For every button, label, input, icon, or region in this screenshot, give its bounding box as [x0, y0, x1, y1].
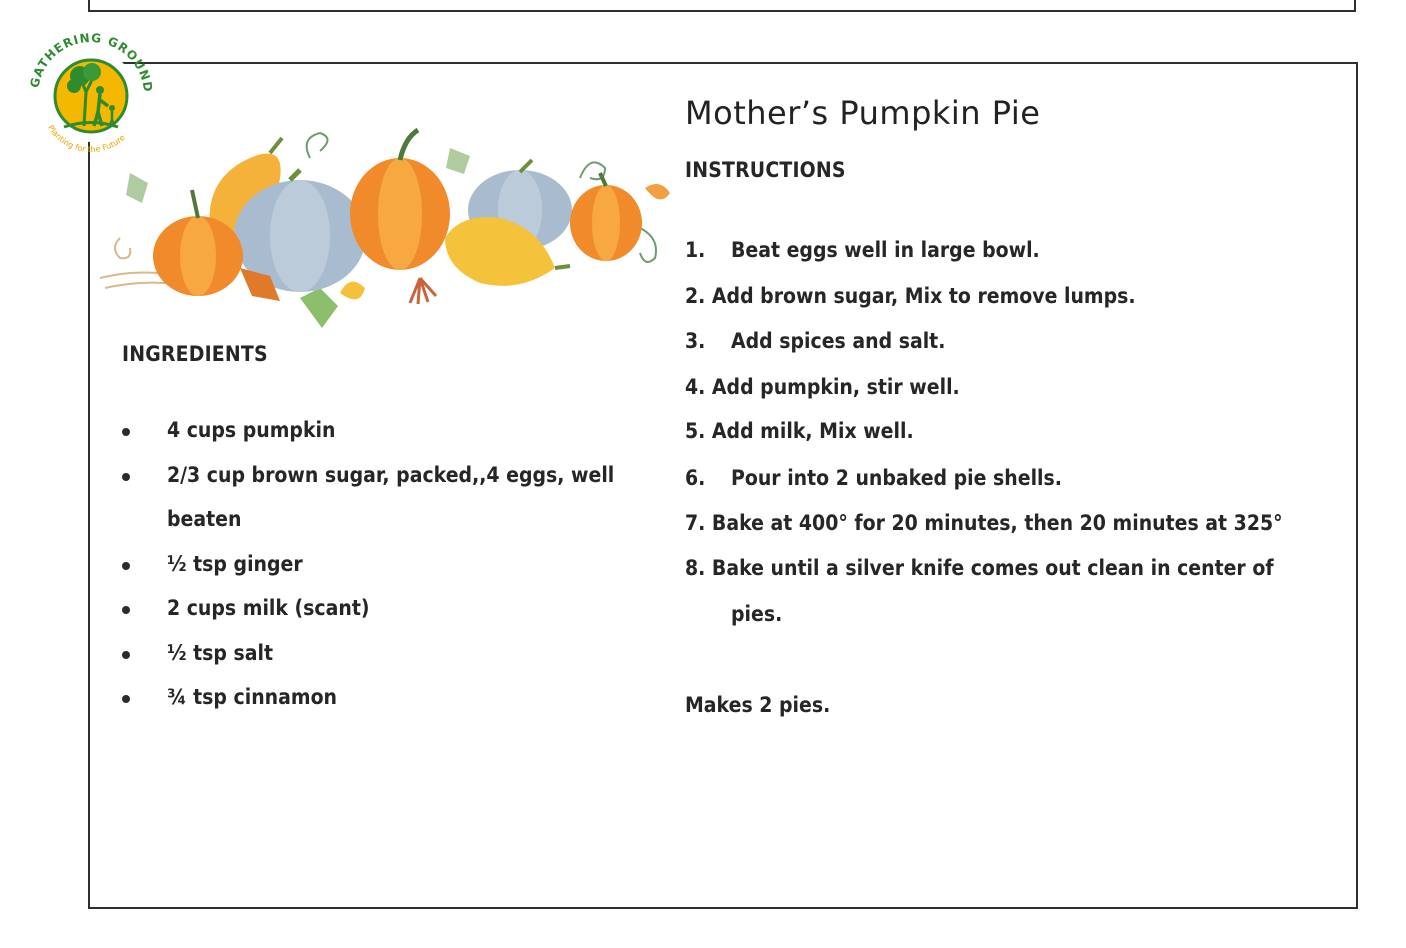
step-number: 3. [685, 329, 706, 353]
step-text: Add spices and salt. [731, 329, 946, 353]
ingredient-item: 4 cups pumpkin [167, 418, 336, 442]
bullet-icon [122, 473, 130, 481]
step-text: 5. Add milk, Mix well. [685, 419, 914, 443]
recipe-yield: Makes 2 pies. [685, 693, 831, 717]
ingredient-item: ½ tsp ginger [167, 552, 303, 576]
bullet-icon [122, 606, 130, 614]
ingredient-item-continued: beaten [167, 507, 242, 531]
step-text-continued: pies. [731, 602, 783, 626]
logo-tagline-text: Planting for the Future [46, 123, 127, 155]
step-text: 7. Bake at 400° for 20 minutes, then 20 minutes at 325° [685, 511, 1283, 535]
recipe-title: Mother’s Pumpkin Pie [685, 94, 1041, 132]
bullet-icon [122, 562, 130, 570]
logo-name-text: GATHERING GROUND [27, 32, 156, 94]
bullet-icon [122, 428, 130, 436]
ingredients-heading: INGREDIENTS [122, 342, 268, 366]
ingredient-item: 2 cups milk (scant) [167, 596, 370, 620]
step-text: 4. Add pumpkin, stir well. [685, 375, 960, 399]
step-text: 8. Bake until a silver knife comes out clean in center of [685, 556, 1274, 580]
ingredient-item: ¾ tsp cinnamon [167, 685, 338, 709]
instructions-heading: INSTRUCTIONS [685, 158, 846, 182]
ingredient-item: 2/3 cup brown sugar, packed,,4 eggs, well [167, 463, 615, 487]
step-text: Beat eggs well in large bowl. [731, 238, 1040, 262]
step-text: Pour into 2 unbaked pie shells. [731, 466, 1062, 490]
pumpkins-illustration [100, 118, 680, 333]
bullet-icon [122, 695, 130, 703]
step-number: 1. [685, 238, 706, 262]
step-text: 2. Add brown sugar, Mix to remove lumps. [685, 284, 1136, 308]
step-number: 6. [685, 466, 706, 490]
ingredient-item: ½ tsp salt [167, 641, 274, 665]
bullet-icon [122, 651, 130, 659]
previous-card-edge [88, 0, 1356, 12]
